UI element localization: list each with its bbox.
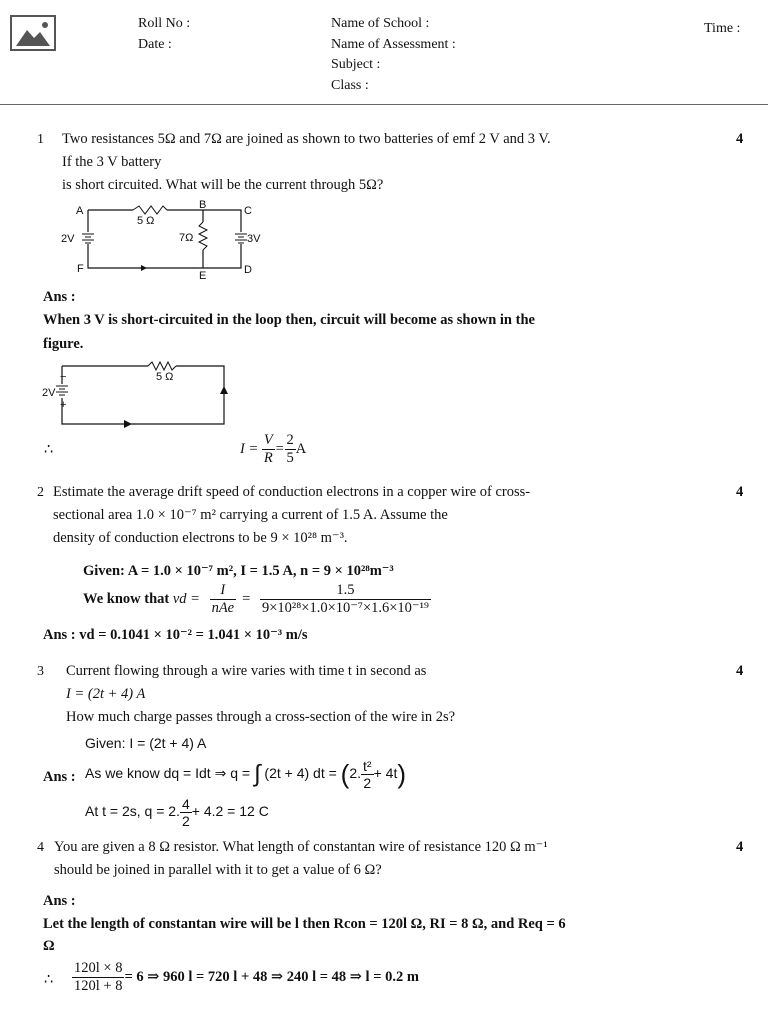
question-2-answer: Ans : vd = 0.1041 × 10⁻² = 1.041 × 10⁻³ m/s bbox=[43, 627, 308, 643]
at-t-text: At t = 2s, q = 2. bbox=[85, 803, 180, 820]
question-1-ans-line1: When 3 V is short-circuited in the loop then, circuit will become as shown in the bbox=[43, 312, 535, 328]
time-label: Time : bbox=[704, 21, 741, 36]
school-label: Name of School : bbox=[331, 16, 430, 31]
circuit-diagram-1 bbox=[55, 196, 275, 282]
question-1-number: 1 bbox=[37, 132, 44, 147]
at-rest-text: + 4.2 = 12 C bbox=[191, 803, 269, 820]
battery-2v-label-2: 2V bbox=[42, 387, 56, 399]
node-e-label: E bbox=[199, 270, 207, 282]
denominator-parallel: 120l + 8 bbox=[74, 978, 123, 994]
resistor-7-label: 7Ω bbox=[179, 232, 194, 244]
question-4-number: 4 bbox=[37, 840, 44, 855]
roll-no-label: Roll No : bbox=[138, 16, 191, 31]
denominator-r: R bbox=[263, 450, 273, 466]
denominator-2: 2 bbox=[363, 775, 372, 791]
denominator-5: 5 bbox=[286, 450, 294, 466]
integrand: (2t + 4) dt = bbox=[264, 765, 337, 782]
question-2-text-line1: Estimate the average drift speed of conduction electrons in a copper wire of cross- bbox=[53, 484, 531, 500]
question-1-text-line1: Two resistances 5Ω and 7Ω are joined as shown to two batteries of emf 2 V and 3 V. bbox=[62, 131, 551, 147]
question-4-equation bbox=[72, 960, 419, 995]
question-1-ans-line2: figure. bbox=[43, 336, 84, 352]
plus-4t: + 4t bbox=[373, 765, 398, 782]
question-2-marks: 4 bbox=[736, 484, 744, 500]
node-c-label: C bbox=[244, 205, 252, 217]
battery-2v-label: 2V bbox=[61, 233, 75, 245]
numerator-v: V bbox=[263, 432, 273, 448]
fraction-parallel bbox=[72, 960, 124, 995]
resistor-5-label-2: 5 Ω bbox=[156, 371, 174, 383]
node-b-label: B bbox=[199, 199, 207, 211]
fraction-i-over-nae bbox=[210, 582, 237, 617]
eq-unit: A bbox=[295, 440, 307, 457]
denominator-2b: 2 bbox=[181, 813, 190, 829]
date-label: Date : bbox=[138, 37, 172, 52]
numerator-parallel: 120l × 8 bbox=[74, 960, 123, 976]
circuit-diagram-2 bbox=[38, 358, 238, 430]
node-a-label: A bbox=[76, 205, 84, 217]
header-divider bbox=[0, 104, 768, 105]
question-3-ans-label: Ans : bbox=[43, 769, 76, 785]
logo-image-placeholder bbox=[10, 15, 56, 51]
question-3-text-line1: Current flowing through a wire varies with time t in second as bbox=[66, 663, 427, 679]
question-3-at-line bbox=[85, 796, 269, 829]
paren-left: ( bbox=[340, 759, 350, 789]
battery-3v-label: 3V bbox=[247, 233, 261, 245]
numerator-t2: t² bbox=[363, 758, 372, 774]
assessment-label: Name of Assessment : bbox=[331, 37, 456, 52]
resistor-5-label: 5 Ω bbox=[137, 215, 155, 227]
numerator-2: 2 bbox=[286, 432, 294, 448]
node-f-label: F bbox=[77, 263, 84, 275]
question-2-number: 2 bbox=[37, 485, 44, 500]
question-3-integral-line bbox=[85, 758, 406, 791]
battery-plus-label: + bbox=[60, 399, 67, 411]
we-know-that-label: We know that bbox=[83, 590, 170, 607]
question-3-text-line3: How much charge passes through a cross-section of the wire in 2s? bbox=[66, 709, 456, 725]
paren-right: ) bbox=[397, 759, 407, 789]
fraction-v-over-r bbox=[262, 432, 275, 467]
ohms-law-equation bbox=[240, 432, 306, 467]
question-1-ans-label: Ans : bbox=[43, 289, 76, 305]
question-4-text-line2: should be joined in parallel with it to get a value of 6 Ω? bbox=[54, 862, 382, 878]
fraction-2-over-5 bbox=[285, 432, 296, 467]
as-we-know-text: As we know dq = Idt ⇒ q = bbox=[85, 765, 251, 782]
integral-sign: ∫ bbox=[253, 760, 261, 788]
question-2-text-line3: density of conduction electrons to be 9 × 10²⁸ m⁻³. bbox=[53, 530, 348, 546]
question-2-drift-formula bbox=[83, 582, 431, 617]
question-1-marks: 4 bbox=[736, 131, 744, 147]
numerator-1-5: 1.5 bbox=[260, 582, 431, 600]
question-4-marks: 4 bbox=[736, 839, 744, 855]
question-1-text-line3: is short circuited. What will be the current through 5Ω? bbox=[62, 177, 384, 193]
question-4-ans-line2: Ω bbox=[43, 938, 55, 954]
question-3-text-line2: I = (2t + 4) A bbox=[66, 686, 146, 702]
fraction-numeric bbox=[260, 582, 431, 617]
therefore-symbol-4: ∴ bbox=[44, 972, 54, 988]
question-2-text-line2: sectional area 1.0 × 10⁻⁷ m² carrying a current of 1.5 A. Assume the bbox=[53, 507, 448, 523]
node-d-label: D bbox=[244, 264, 252, 276]
eq-lhs: I = bbox=[240, 440, 259, 457]
question-4-ans-label: Ans : bbox=[43, 893, 76, 909]
numerator-i: I bbox=[210, 582, 237, 600]
vd-symbol: vd = bbox=[172, 590, 200, 607]
image-placeholder-icon bbox=[12, 17, 54, 49]
question-4-text-line1: You are given a 8 Ω resistor. What length of constantan wire of resistance 120 Ω m⁻¹ bbox=[54, 839, 548, 855]
equals-sign: = bbox=[242, 590, 251, 607]
denominator-product: 9×10²⁸×1.0×10⁻⁷×1.6×10⁻¹⁹ bbox=[261, 600, 429, 616]
equation-rest: = 6 ⇒ 960 l = 720 l + 48 ⇒ 240 l = 48 ⇒ l = 0.2 m bbox=[124, 968, 419, 985]
fraction-t2-over-2 bbox=[361, 758, 374, 791]
question-3-number: 3 bbox=[37, 664, 44, 679]
fraction-4-over-2 bbox=[180, 796, 192, 829]
question-2-given: Given: A = 1.0 × 10⁻⁷ m², I = 1.5 A, n = 9 × 10²⁸m⁻³ bbox=[83, 563, 394, 579]
question-1-text-line2: If the 3 V battery bbox=[62, 154, 162, 170]
subject-label: Subject : bbox=[331, 57, 381, 72]
question-4-ans-line1: Let the length of constantan wire will be l then Rcon = 120l Ω, RI = 8 Ω, and Req = 6 bbox=[43, 916, 566, 932]
denominator-nae: nAe bbox=[211, 600, 235, 616]
two-dot: 2. bbox=[349, 765, 362, 782]
eq-equals: = bbox=[274, 440, 285, 457]
question-3-given: Given: I = (2t + 4) A bbox=[85, 735, 207, 751]
therefore-symbol-1: ∴ bbox=[44, 442, 54, 458]
numerator-4: 4 bbox=[181, 796, 190, 812]
class-label: Class : bbox=[331, 78, 369, 93]
battery-minus-label: − bbox=[60, 371, 67, 383]
question-3-marks: 4 bbox=[736, 663, 744, 679]
